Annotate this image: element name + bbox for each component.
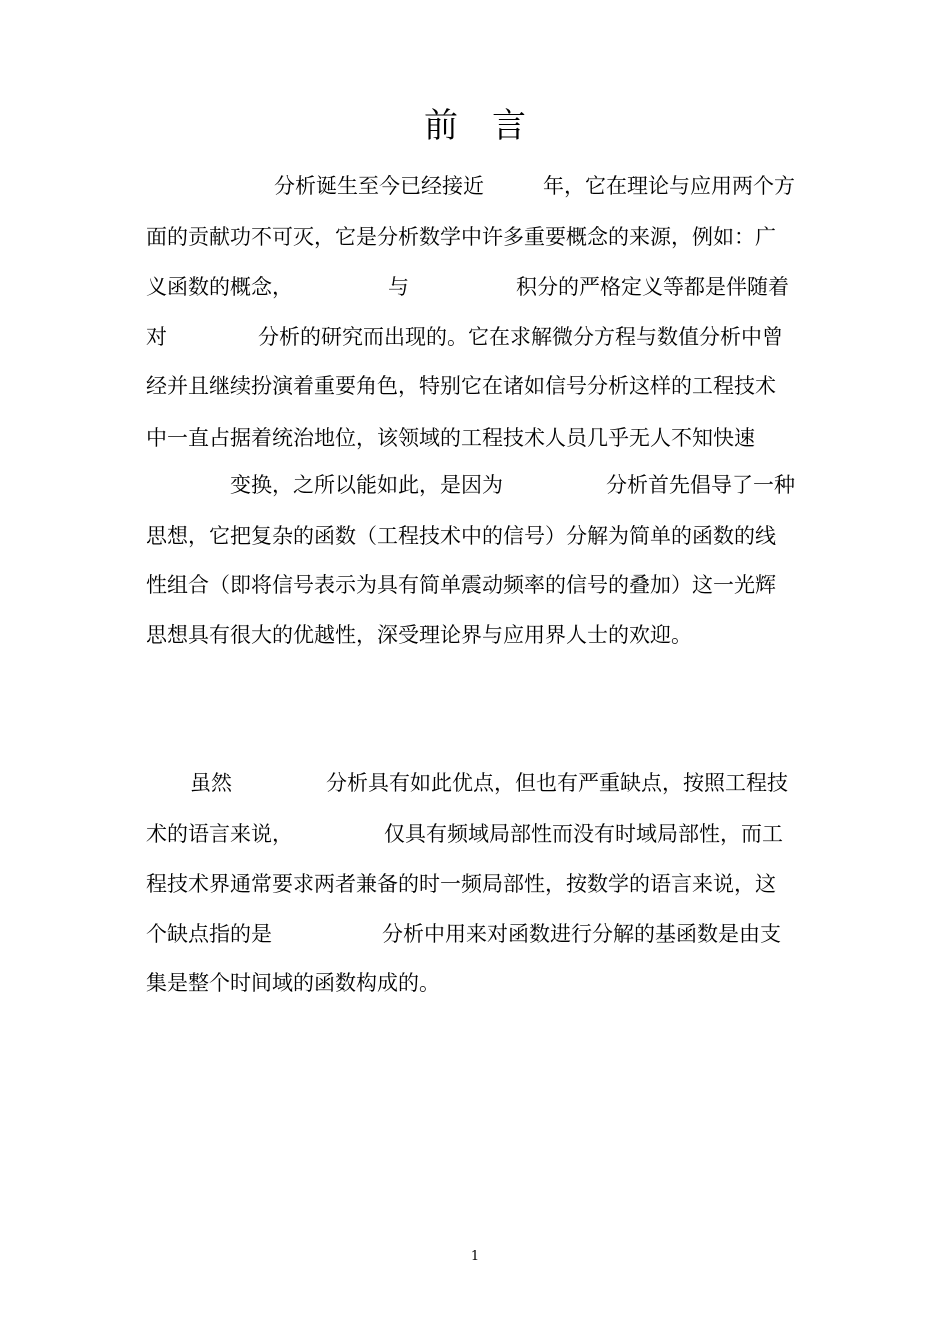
text-segment: 个缺点指的是: [146, 922, 272, 946]
text-segment: 与: [388, 275, 409, 299]
paragraph-2-line-4: [0, 919, 950, 949]
paragraph-1-line-3: [0, 272, 950, 302]
text-segment: 面的贡献功不可灭，它是分析数学中许多重要概念的来源，例如：广: [146, 225, 776, 249]
paragraph-1-line-7: [0, 470, 950, 500]
text-segment: 分析具有如此优点，但也有严重缺点，按照工程技: [326, 771, 788, 795]
text-segment: 义函数的概念，: [146, 275, 293, 299]
text-segment: 经并且继续扮演着重要角色，特别它在诸如信号分析这样的工程技术: [146, 374, 776, 398]
text-segment: 分析中用来对函数进行分解的基函数是由支: [382, 922, 781, 946]
text-segment: 年，它在理论与应用两个方: [543, 174, 795, 198]
paragraph-1-line-8: [0, 521, 950, 551]
text-segment: 分析的研究而出现的。它在求解微分方程与数值分析中曾: [258, 325, 783, 349]
text-segment: 性组合（即将信号表示为具有简单震动频率的信号的叠加）这一光辉: [146, 573, 776, 597]
paragraph-1-line-5: [0, 371, 950, 401]
paragraph-1-line-10: [0, 620, 950, 650]
page-title: 前 言: [424, 106, 526, 146]
text-segment: 思想，它把复杂的函数（工程技术中的信号）分解为简单的函数的线: [146, 524, 776, 548]
paragraph-1-line-6: [0, 423, 950, 453]
paragraph-1-line-9: [0, 570, 950, 600]
text-segment: 对: [146, 325, 167, 349]
text-segment: 分析首先倡导了一种: [606, 473, 795, 497]
paragraph-2-line-1: [0, 768, 950, 798]
text-segment: 仅具有频域局部性而没有时域局部性，而工: [384, 822, 783, 846]
text-segment: 程技术界通常要求两者兼备的时一频局部性，按数学的语言来说，这: [146, 872, 776, 896]
paragraph-2-line-2: [0, 819, 950, 849]
text-segment: 分析诞生至今已经接近: [274, 174, 484, 198]
text-segment: 中一直占据着统治地位，该领域的工程技术人员几乎无人不知快速: [146, 426, 755, 450]
paragraph-1-line-1: [0, 171, 950, 201]
page-number: 1: [470, 1249, 480, 1264]
paragraph-2-line-3: [0, 869, 950, 899]
text-segment: 术的语言来说，: [146, 822, 293, 846]
text-segment: 思想具有很大的优越性，深受理论界与应用界人士的欢迎。: [146, 623, 692, 647]
text-segment: 虽然: [190, 771, 232, 795]
paragraph-1-line-4: [0, 322, 950, 352]
text-segment: 积分的严格定义等都是伴随着: [516, 275, 789, 299]
paragraph-2-line-5: [0, 968, 950, 998]
paragraph-1-line-2: [0, 222, 950, 252]
text-segment: 集是整个时间域的函数构成的。: [146, 971, 440, 995]
text-segment: 变换，之所以能如此，是因为: [230, 473, 503, 497]
